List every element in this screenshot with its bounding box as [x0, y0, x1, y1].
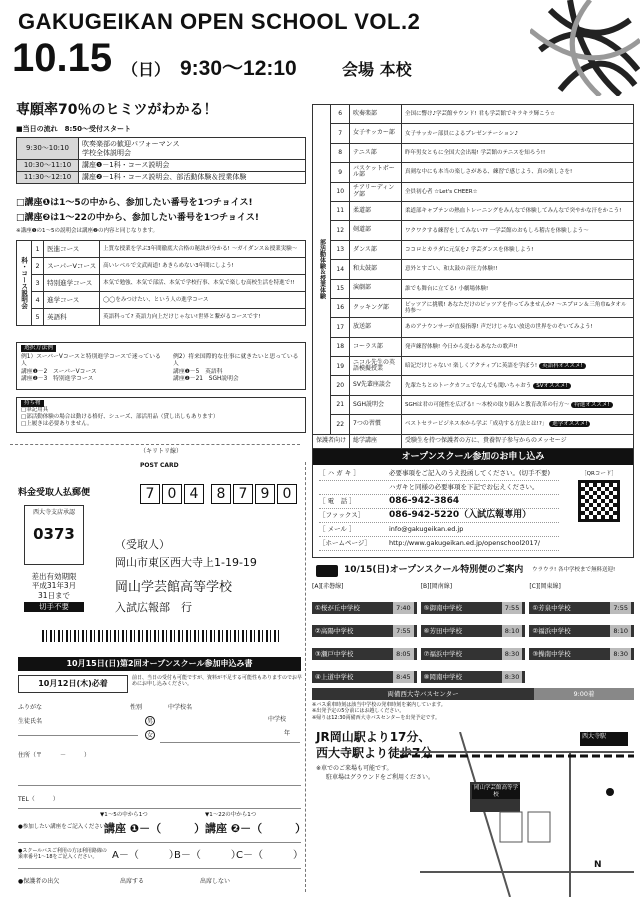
club-row [313, 337, 634, 356]
schedule-item: 講座❷－1科・コース説明会、部活動体験＆授業体験 [79, 172, 306, 184]
divider [18, 842, 301, 843]
bus-title: 10/15(日)オープンスクール特別便のご案内 [344, 565, 524, 575]
apply-method: ［ メール ］ [319, 525, 356, 534]
club-row [313, 182, 634, 201]
club-row [313, 143, 634, 162]
address-label: 住所（〒 － ） [18, 752, 91, 759]
recommend-badge: 英語科オススメ! [539, 363, 586, 369]
course-name: 医進コース [44, 241, 100, 258]
apply-box: オープンスクール参加のお申し込み ［ ハ ガ キ ］ 必要事項をご記入のうえ投函してください。(切手不要) ハガキと同様の必要事項を下記でお伝えください。 ［ 電 話 ］ 086-942-3864 ［ファックス］ 086-942-5220（入試広報専用） ［ メール ］ info@gakugeikan.ed.jp ［ホームページ］ http://www.gakugeikan.ed.jp/openschool2017/ ［QRコード］ [312, 448, 634, 558]
koza1-field[interactable]: 講座 ❶－（ ） [104, 822, 206, 835]
club-row [313, 395, 634, 414]
club-row [313, 260, 634, 279]
club-no: 18 [331, 337, 350, 356]
attend-option[interactable]: 出席する [120, 878, 145, 885]
apply-method: ［ファックス］ [319, 511, 365, 520]
club-desc: ベストセラービジネス本から学ぶ「成功する方法とは!?」 進学オススメ! [402, 415, 634, 434]
form-deadline: 10月12日(木)必着 [18, 675, 128, 693]
club-name: コーラス部 [350, 337, 402, 356]
club-name: テニス部 [350, 143, 402, 162]
schedule-time: 9:30～10:10 [17, 138, 79, 160]
female-option[interactable]: 女 [146, 732, 153, 739]
deadline-note: 前日、当日の受付も可能ですが、資料が不足する可能性もありますのでお早めにお申し込みください。 [132, 675, 303, 688]
club-desc: 発声練習体験! 今日から変わるあなたの歌声!! [402, 337, 634, 356]
schedule-item: 講座❶－1科・コース説明会 [79, 160, 306, 172]
postage-stamp-box: 西大寺支店承認 0373 [24, 505, 84, 565]
club-row [313, 221, 634, 240]
club-name: 和太鼓部 [350, 260, 402, 279]
club-row [313, 376, 634, 395]
koza1-hint: ▼1～5の中から1つ [100, 812, 148, 818]
event-date: 10.15 [12, 36, 113, 80]
apply-value: 086-942-3864 [389, 495, 460, 506]
choice-2: □講座❷は1～22の中から、参加したい番号を1つチョイス! [16, 213, 259, 223]
club-table [312, 104, 634, 449]
club-desc: 暗記だけじゃない! 楽しくアクティブに英語を学ぼう! 英語科オススメ! [402, 357, 634, 376]
course-name: 英語科 [44, 309, 100, 326]
club-name: 女子サッカー部 [350, 124, 402, 143]
recipient-school: 岡山学芸館高等学校 [115, 580, 233, 595]
map-school-label: 岡山学芸館高等学校 [473, 785, 518, 798]
furigana-label: ふりがな [18, 704, 43, 711]
club-no: 17 [331, 318, 350, 337]
bus-icon [316, 565, 338, 577]
access-map [400, 732, 634, 897]
zip-code [140, 484, 299, 504]
absent-option[interactable]: 出席しない [200, 878, 231, 885]
year-label: 年 [284, 730, 291, 737]
bus-label: ●スクールバスご利用の方は利用路線の乗車番号1～18をご記入ください。 [18, 848, 107, 861]
zip-digit: 4 [184, 484, 204, 504]
chugakko-label: 中学校 [268, 716, 287, 723]
bus-stop: ①桜が丘中学校 7:40 [312, 602, 417, 614]
club-name: 7つの習慣 [350, 415, 402, 434]
club-desc: 全国に響け♪学芸館サウンド! 君も学芸館でキラキラ輝こう☆ [402, 105, 634, 124]
postcard-label: POST CARD [140, 462, 179, 469]
apply-method: ［ ハ ガ キ ］ [319, 469, 360, 478]
club-no: 19 [331, 357, 350, 376]
club-no: 14 [331, 260, 350, 279]
choice-1: □講座❶は1～5の中から、参加したい番号を1つチョイス! [16, 198, 253, 208]
bus-subtitle: ウラウラ! 各中学校まで無料送迎! [532, 567, 616, 573]
club-desc: 誰でも舞台に立てる! 小劇場体験! [402, 279, 634, 298]
event-title: GAKUGEIKAN OPEN SCHOOL VOL.2 [18, 9, 421, 34]
zip-digit: 7 [140, 484, 160, 504]
cut-label: （キリトリ線） [140, 448, 183, 455]
course-name: 進学コース [44, 292, 100, 309]
zip-digit: 0 [277, 484, 297, 504]
school-name-field[interactable] [160, 742, 300, 743]
bus-stop: ③操南中学校 8:30 [529, 648, 634, 660]
parent-cell: 保護者向け [313, 434, 350, 448]
apply-value: http://www.gakugeikan.ed.jp/openschool2017/ [389, 539, 540, 548]
validity: 差出有効期限 平成31年3月 31日まで 切手不要 [24, 572, 84, 612]
event-weekday: （日） [122, 60, 171, 79]
schedule-item: 吹奏楽部の歓迎パフォーマンス [82, 139, 180, 148]
club-desc: 真剣な中にも本当の楽しさがある、練習で感じよう、真の楽しさを! [402, 163, 634, 182]
recommend-badge: 特進オススメ! [571, 402, 612, 408]
bus-stop: ⑤御南中学校 7:55 [421, 602, 526, 614]
bus-stop: ①芳泉中学校 7:55 [529, 602, 634, 614]
club-no: 13 [331, 240, 350, 259]
club-desc: 女子サッカー部員によるプレゼンテーション♪ [402, 124, 634, 143]
join-label: ●参加したい講座をご記入ください [18, 824, 106, 830]
bus-route: [A][赤磐線] ①桜が丘中学校 7:40 ②高陽中学校 7:55 ③瀬戸中学校 8:05 ④上道中学校 8:45 [312, 583, 417, 683]
belongings-box: 持ち物 □筆記用具 □部活動体験の場合は動ける格好、シューズ、部活用品（貸し出しもあります） □上履きは必要ありません。 [16, 397, 306, 433]
student-name-label: 生徒氏名 [18, 718, 43, 725]
club-desc: ワクワクする練習をしてみない?? 一学芸館のおもしろ稽古を体験しよう～ [402, 221, 634, 240]
schedule-time: 10:30～11:10 [17, 160, 79, 172]
sex-label: 性別 [130, 704, 143, 711]
postal-barcode [42, 630, 282, 642]
access-line1: JR岡山駅より17分、 [316, 730, 431, 744]
student-name-field[interactable] [18, 735, 138, 736]
fee-title: 料金受取人払郵便 [18, 488, 91, 498]
club-name: ニコル先生の英語模擬授業 [350, 357, 402, 376]
club-desc: 全員初心者 ☆Let's CHEER☆ [402, 182, 634, 201]
club-name: SGH説明会 [350, 395, 402, 414]
event-time: 9:30～12:10 [180, 57, 297, 80]
apply-value: 必要事項をご記入のうえ投函してください。(切手不要) [389, 469, 551, 478]
headline: 専願率70％のヒミツがわかる！ [16, 102, 218, 118]
tel-field[interactable] [18, 808, 301, 809]
zip-digit: 8 [211, 484, 231, 504]
school-name-label: 中学校名 [168, 704, 193, 711]
guardian-label: ●保護者の出欠 [18, 878, 60, 885]
club-name: クッキング部 [350, 298, 402, 317]
recipient-address: 岡山市東区西大寺上1-19-19 [115, 556, 257, 569]
club-desc: SGHは君の可能性を広げる! ～本校の取り組みと教育改革の行方～ 特進オススメ! [402, 395, 634, 414]
club-no: 16 [331, 298, 350, 317]
map-station-label: 西大寺駅 [582, 733, 607, 740]
club-name: 柔道部 [350, 201, 402, 220]
club-name: バスケットボール部 [350, 163, 402, 182]
recommend-badge: SVオススメ! [533, 383, 570, 389]
apply-method: ［ 電 話 ］ [319, 497, 356, 506]
club-name: 放送部 [350, 318, 402, 337]
male-option[interactable]: 男 [146, 718, 153, 725]
access-line2: 西大寺駅より徒歩7分 [316, 746, 433, 760]
course-table: 科・コース説明会 1 医進コース 上質な授業を学ぶ3年間徹底大合格の秘訣が分かる! ～ガイダンス＆授業実験～ 2 スーパーVコース 高いレベルで文武両道! あきらめない3年間にしよう! 3 特別進学コース 本気で勉強、本気で部活、本気で学校行事、本気で楽しむ高校生活を特進で!! 4 進学コース ◯◯をみつけたい、という人の進学コース 5 英語科 英語科って? 英語力向上だけじゃない!世界と繋がるコースです! [16, 240, 306, 326]
access-note2: 駐車場はグラウンドをご利用ください。 [326, 774, 435, 781]
bus-center: 両備西大寺バスセンター 9:00着 [312, 688, 634, 700]
schedule-item: 学校全体説明会 [82, 148, 131, 157]
bus-stop: ③瀬戸中学校 8:05 [312, 648, 417, 660]
bus-stop: ②福浜中学校 8:10 [529, 625, 634, 637]
club-desc: 柔道部キャプテンの熱血トレーニングをみんなで体験してみんなで突やかな汗をかこう! [402, 201, 634, 220]
recipient-dept: 入試広報部 行 [115, 601, 192, 614]
koza2-hint: ▼1～22の中から1つ [205, 812, 257, 818]
apply-method: ［ホームページ］ [319, 539, 371, 548]
schedule-time: 11:30～12:10 [17, 172, 79, 184]
club-no: 11 [331, 201, 350, 220]
course-name: スーパーVコース [44, 258, 100, 275]
course-label: 科・コース説明会 [17, 241, 32, 326]
recipient-label: （受取人） [115, 538, 170, 551]
bus-stop: ⑦福浜中学校 8:30 [421, 648, 526, 660]
course-name: 特別進学コース [44, 275, 100, 292]
bus-stop: ⑥芳田中学校 8:10 [421, 625, 526, 637]
club-desc: ココロとカラダに元気を♪ 学芸ダンスを体験しよう! [402, 240, 634, 259]
apply-value: ハガキと同様の必要事項を下記でお伝えください。 [389, 483, 539, 492]
bus-a-field[interactable]: A－（ ） [112, 850, 179, 861]
form-title: 10月15日(日)第2回オープンスクール参加申込み書 [18, 657, 301, 671]
decorative-swirl-graphic [530, 0, 640, 96]
recommend-badge: 進学オススメ! [549, 421, 590, 427]
north-arrow-icon: N [594, 860, 602, 870]
bus-route: [B][岡南線] ⑤御南中学校 7:55 ⑥芳田中学校 8:10 ⑦福浜中学校 8:30 ⑧岡南中学校 8:30 [421, 583, 526, 683]
club-desc: あのアナウンサーが直接指導! 声だけじゃない放送の世界をのぞいてみよう! [402, 318, 634, 337]
apply-value: info@gakugeikan.ed.jp [389, 525, 464, 534]
bus-route: [C][岡東線] ①芳泉中学校 7:55 ②福浜中学校 8:10 ③操南中学校 8:30 [529, 583, 634, 683]
club-name: チアリーディング部 [350, 182, 402, 201]
apply-value: 086-942-5220（入試広報専用） [389, 509, 532, 520]
club-row [313, 415, 634, 434]
divider [18, 868, 301, 869]
club-row [313, 357, 634, 376]
club-name: 演劇部 [350, 279, 402, 298]
bus-stop: ⑧岡南中学校 8:30 [421, 671, 526, 683]
club-row [313, 240, 634, 259]
club-row [313, 279, 634, 298]
zip-digit: 9 [255, 484, 275, 504]
club-no: 22 [331, 415, 350, 434]
club-name: ダンス部 [350, 240, 402, 259]
zip-digit: 0 [162, 484, 182, 504]
club-row [313, 318, 634, 337]
tel-label: TEL（ ） [18, 796, 59, 803]
access-note1: ※車でのご来場も可能です。 [316, 765, 393, 772]
club-no: 20 [331, 376, 350, 395]
club-row [313, 163, 634, 182]
club-label: 部活動体験＆授業体験 [313, 105, 331, 435]
club-desc: 意外とすごい、和太鼓の音圧力体験!! [402, 260, 634, 279]
club-name: SV先輩座談会 [350, 376, 402, 395]
club-row [313, 201, 634, 220]
club-no: 12 [331, 221, 350, 240]
event-venue: 会場 本校 [342, 60, 412, 79]
bus-notes: ※バス乗車時刻は該当中学校の発車時刻を案内しています。 ※出発予定の5分前にはお越しください。 ※帰りは12:30両備西大寺バスセンターを出発予定です。 [312, 702, 446, 721]
club-row [313, 105, 634, 124]
club-no: 15 [331, 279, 350, 298]
club-name: 剣道部 [350, 221, 402, 240]
cut-line [10, 444, 300, 445]
club-row [313, 124, 634, 143]
club-desc: ピッツアに挑戦! あなただけのピッツアを作ってみませんか? ～エプロン＆三角巾&タオル持参～ [402, 298, 634, 317]
parent-cell: 受験生を持つ保護者の方に、貴養智子参与からのメッセージ [402, 434, 634, 448]
bus-b-field[interactable]: B－（ ） [174, 850, 241, 861]
club-row [313, 298, 634, 317]
flow-title: ■当日の流れ 8:50～受付スタート [16, 125, 132, 133]
club-no: 10 [331, 182, 350, 201]
club-desc: 先輩たちとのトークカフェでなんでも聞いちゃおう SVオススメ! [402, 376, 634, 395]
club-no: 9 [331, 163, 350, 182]
club-no: 7 [331, 124, 350, 143]
parent-cell: 総学講座 [350, 434, 402, 448]
examples-box: 選択方法例 例1）スーパーVコースと特別進学コースで迷っている人 講座❶－2 スーパーVコース 講座❷－3 特別進学コース 例2）将来国際的な仕事に就きたいと思っている人 講座❶－5 英語科 講座❷－21 SGH説明会 [16, 342, 306, 390]
club-desc: 昨年男女ともに全国大会出場! 学芸館のテニスを知ろう!! [402, 143, 634, 162]
club-no: 21 [331, 395, 350, 414]
choice-note: ※講座❶の1～5の説明会は講座❷の内容と同じなります。 [16, 228, 159, 234]
qr-code[interactable] [578, 480, 620, 522]
bus-stop: ②高陽中学校 7:55 [312, 625, 417, 637]
club-no: 8 [331, 143, 350, 162]
bus-stop: ④上道中学校 8:45 [312, 671, 417, 683]
address-field[interactable] [18, 785, 301, 786]
club-name: 吹奏楽部 [350, 105, 402, 124]
zip-digit: 7 [233, 484, 253, 504]
bus-routes [312, 583, 634, 683]
bus-c-field[interactable]: C－（ ） [236, 850, 303, 861]
club-no: 6 [331, 105, 350, 124]
schedule-table [16, 137, 306, 184]
koza2-field[interactable]: 講座 ❷－（ ） [205, 822, 307, 835]
